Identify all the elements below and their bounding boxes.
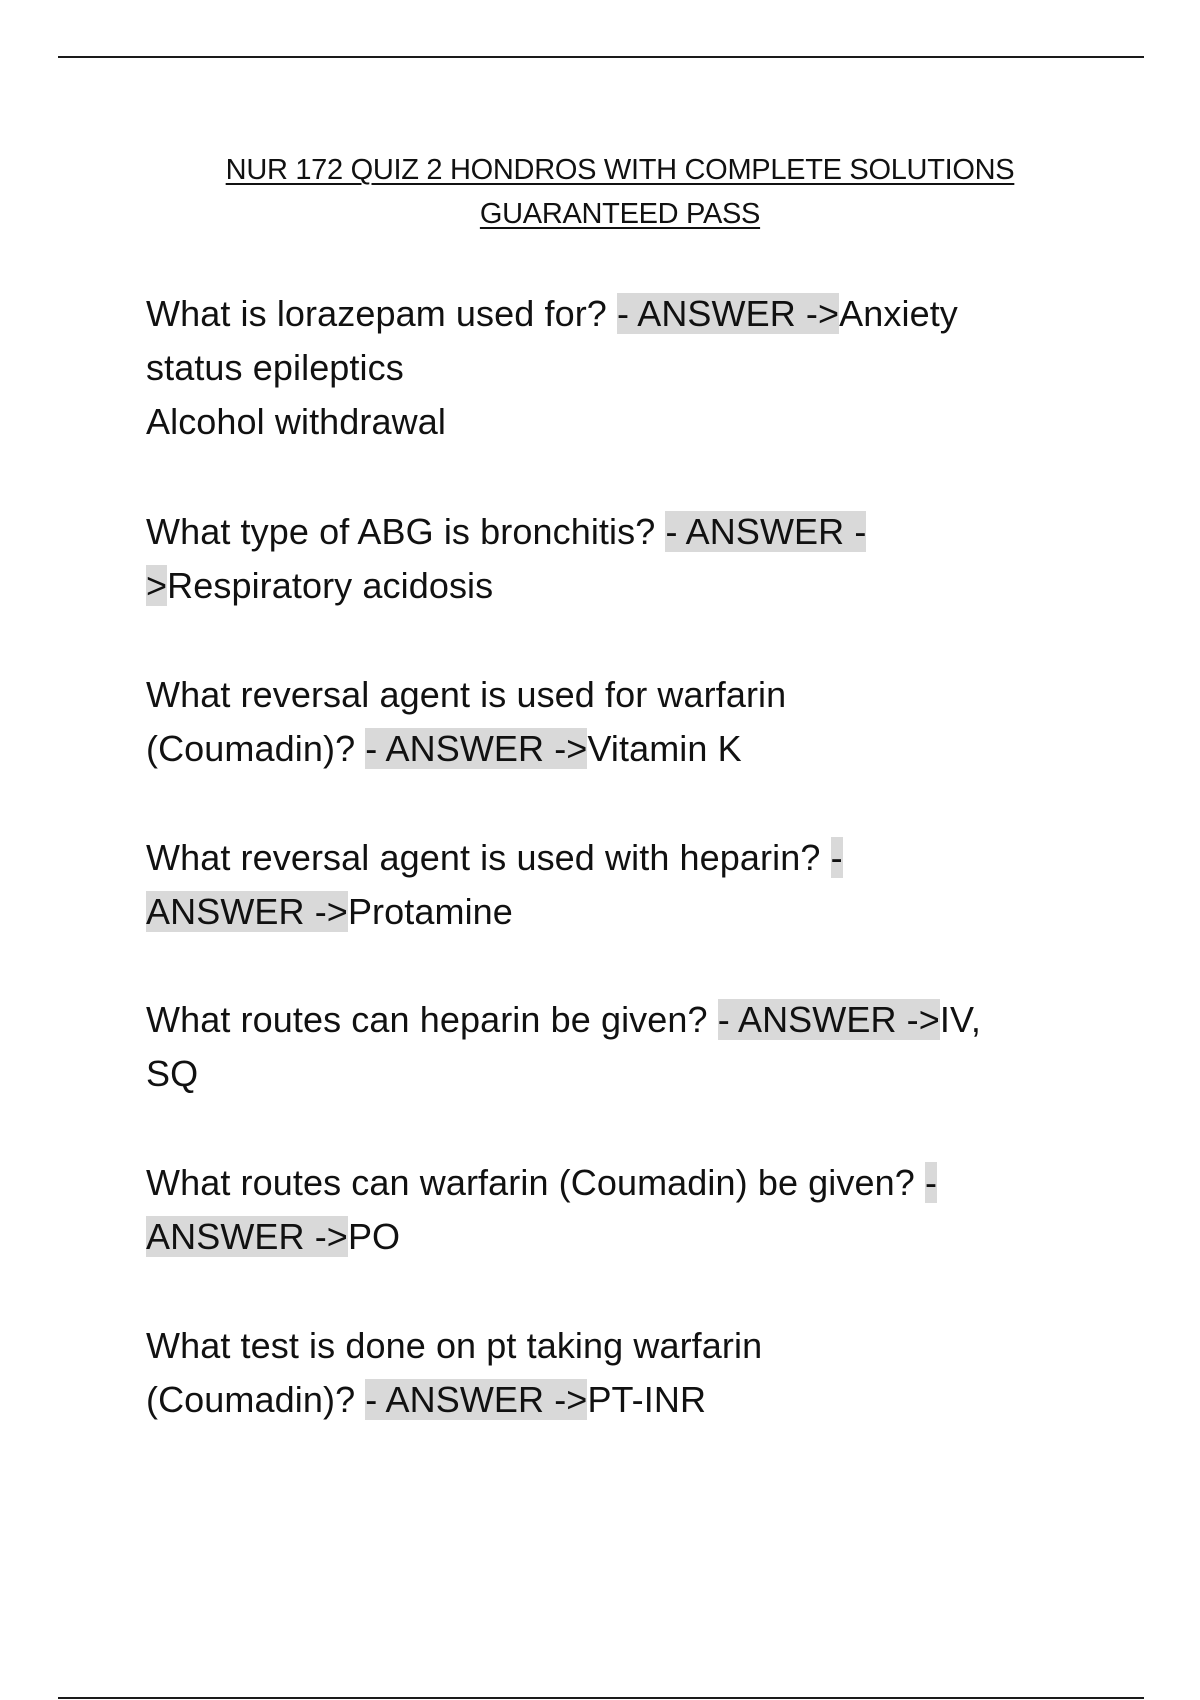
qa-item-abg: [146, 505, 1096, 613]
answer-marker: -: [924, 1162, 938, 1203]
answer-text: PT-INR: [587, 1379, 707, 1420]
qa-line: [146, 1210, 1096, 1264]
qa-line: [146, 1156, 1096, 1210]
answer-marker: >: [146, 565, 168, 606]
question-text: (Coumadin)?: [146, 728, 366, 769]
qa-item-warfarin-routes: [146, 1156, 1096, 1264]
qa-line: [146, 505, 1096, 559]
answer-marker: - ANSWER -: [665, 511, 867, 552]
answer-text: Vitamin K: [587, 728, 742, 769]
question-text: What test is done on pt taking warfarin: [146, 1325, 763, 1366]
answer-text: Protamine: [347, 891, 513, 932]
qa-line: [146, 287, 1096, 341]
question-text: (Coumadin)?: [146, 1379, 366, 1420]
question-text: What reversal agent is used with heparin?: [146, 837, 831, 878]
qa-line: [146, 1373, 1096, 1427]
top-rule: [58, 56, 1144, 58]
qa-line: [146, 993, 1096, 1047]
question-text: What is lorazepam used for?: [146, 293, 618, 334]
answer-marker: ANSWER ->: [146, 1216, 348, 1257]
document-title: [140, 148, 1100, 236]
answer-text: status epileptics: [146, 347, 404, 388]
answer-text: PO: [347, 1216, 401, 1257]
answer-marker: -: [830, 837, 843, 878]
answer-text: Alcohol withdrawal: [146, 401, 446, 442]
answer-text: IV,: [939, 999, 981, 1040]
answer-text: Respiratory acidosis: [167, 565, 494, 606]
qa-item-warfarin-test: [146, 1319, 1096, 1427]
qa-line: [146, 831, 1096, 885]
answer-marker: - ANSWER ->: [617, 293, 840, 334]
answer-text: Anxiety: [839, 293, 958, 334]
bottom-rule: [58, 1697, 1144, 1699]
answer-marker: - ANSWER ->: [365, 1379, 588, 1420]
question-text: What type of ABG is bronchitis?: [146, 511, 666, 552]
question-text: What routes can warfarin (Coumadin) be given?: [146, 1162, 925, 1203]
qa-line: [146, 885, 1096, 939]
title-line-1: NUR 172 QUIZ 2 HONDROS WITH COMPLETE SOLUTIONS: [225, 154, 1015, 186]
qa-item-heparin-reversal: [146, 831, 1096, 939]
qa-item-warfarin-reversal: [146, 668, 1096, 776]
qa-item-heparin-routes: [146, 993, 1096, 1101]
answer-marker: - ANSWER ->: [717, 999, 940, 1040]
answer-marker: - ANSWER ->: [365, 728, 588, 769]
title-line-2: GUARANTEED PASS: [479, 198, 761, 230]
qa-line: [146, 559, 1096, 613]
question-text: What routes can heparin be given?: [146, 999, 718, 1040]
answer-marker: ANSWER ->: [146, 891, 348, 932]
qa-line: [146, 722, 1096, 776]
question-text: What reversal agent is used for warfarin: [146, 674, 787, 715]
qa-item-lorazepam: [146, 287, 1096, 449]
answer-text: SQ: [146, 1053, 199, 1094]
